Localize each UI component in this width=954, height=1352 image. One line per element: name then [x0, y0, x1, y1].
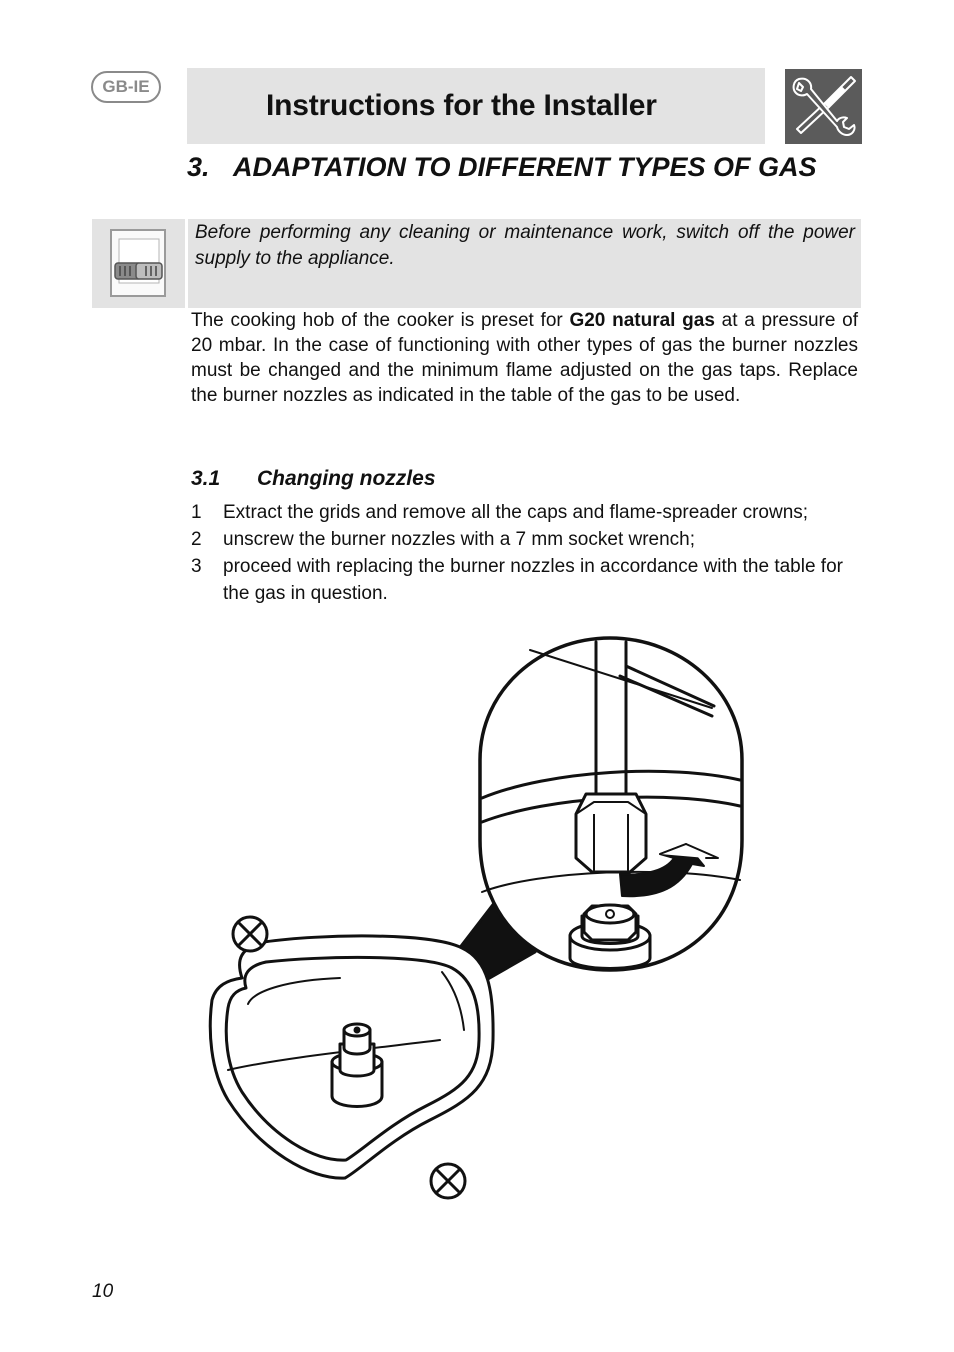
power-switch-icon — [92, 219, 185, 308]
section-number: 3. — [187, 152, 210, 182]
warning-box — [188, 219, 861, 308]
list-item — [191, 553, 858, 607]
step-number: 3 — [191, 556, 202, 577]
list-item — [191, 526, 858, 553]
intro-text-2: at a pressure of 20 mbar. In the case of functioning with other types of gas the burner nozzles must be changed and the minimum flame adjusted on the gas taps. Replace the burner nozzles as indicated in the table of the gas to be used. — [191, 310, 858, 406]
intro-gas-type: G20 natural gas — [569, 310, 715, 331]
header-band — [187, 68, 765, 144]
region-badge: GB-IE — [91, 71, 161, 103]
step-text: Extract the grids and remove all the caps and flame-spreader crowns; — [223, 502, 809, 523]
intro-paragraph — [191, 308, 858, 408]
intro-text-1: The cooking hob of the cooker is preset for — [191, 310, 570, 331]
nozzle-replacement-illustration — [200, 630, 760, 1210]
screwdriver-wrench-icon — [785, 69, 862, 144]
step-number: 1 — [191, 502, 202, 523]
subsection-heading: Changing nozzles — [257, 467, 436, 490]
subsection-number: 3.1 — [191, 467, 221, 490]
warning-text: Before performing any cleaning or maintenance work, switch off the power supply to the appliance. — [195, 222, 855, 269]
page-title: Instructions for the Installer — [266, 89, 657, 122]
step-number: 2 — [191, 529, 202, 550]
section-heading: ADAPTATION TO DIFFERENT TYPES OF GAS — [233, 152, 817, 182]
page-number: 10 — [92, 1281, 114, 1302]
step-text: proceed with replacing the burner nozzles in accordance with the table for the gas in question. — [223, 556, 843, 604]
section-title — [187, 152, 817, 183]
list-item — [191, 499, 858, 526]
step-text: unscrew the burner nozzles with a 7 mm socket wrench; — [223, 529, 696, 550]
steps-list — [191, 499, 858, 607]
subsection-title — [191, 467, 436, 491]
